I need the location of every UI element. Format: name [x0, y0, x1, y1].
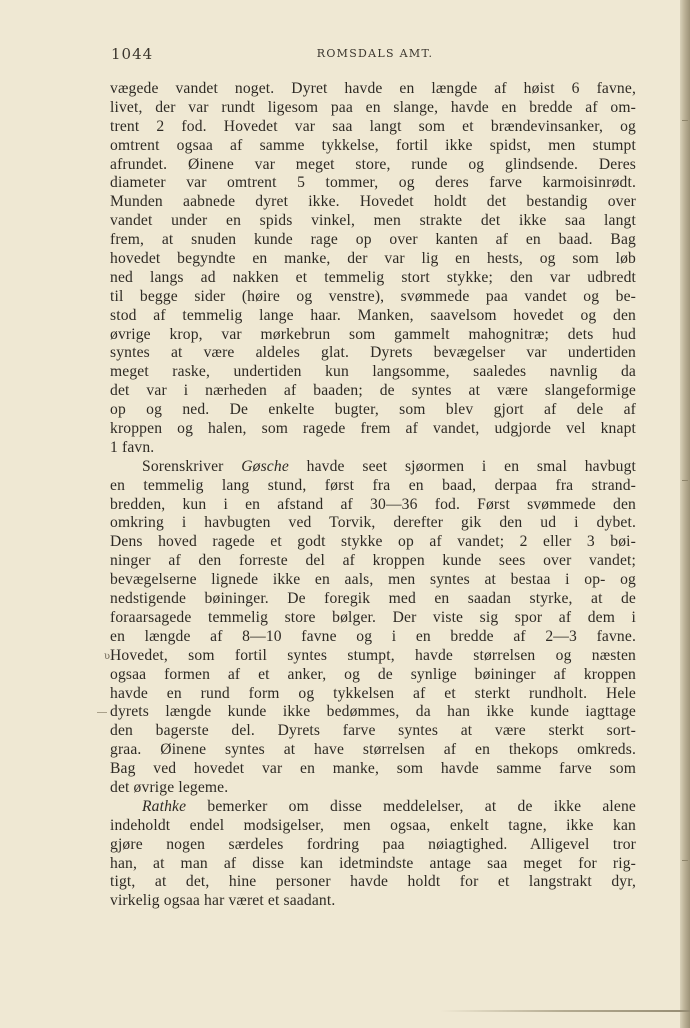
- text-line: afrundet. Øinene var meget store, runde og glindsende. Deres: [110, 155, 636, 173]
- text-line: livet, der var rundt ligesom paa en slange, havde en bredde af om-: [110, 98, 636, 116]
- text-line: ned langs ad nakken et temmelig stort stykke; den var udbredt: [110, 268, 636, 286]
- text-line: vandet under en spids vinkel, men strakte det ikke saa langt: [110, 212, 636, 230]
- text-line: en temmelig lang stund, først fra en baad, derpaa fra strand-: [110, 476, 636, 494]
- text-line: trent 2 fod. Hovedet var saa langt som et brændevinsanker, og: [110, 117, 636, 135]
- text-line: omkring i havbugten ved Torvik, derefter gik den ud i dybet.: [110, 514, 636, 532]
- page-number: 1044: [111, 45, 154, 63]
- text-line: øvrige krop, var mørkebrun som gammelt mahognitræ; dets hud: [110, 325, 636, 343]
- text-line: den bagerste del. Dyrets farve syntes at være sterkt sort-: [110, 722, 636, 740]
- text-line: stod af temmelig lange haar. Manken, saavelsom hovedet og den: [110, 306, 636, 324]
- text-line: Hovedet, som fortil syntes stumpt, havde størrelsen og næsten: [110, 646, 636, 664]
- text-line: bredden, kun i en afstand af 30—36 fod. Først svømmede den: [110, 495, 636, 513]
- text-line: meget raske, undertiden kun langsomme, saaledes navnlig da: [110, 363, 636, 381]
- bottom-page-shadow: [440, 1010, 690, 1012]
- text-line: virkelig ogsaa har været et saadant.: [110, 892, 336, 910]
- margin-dash: [97, 712, 107, 713]
- text-line: gjøre nogen særdeles fordring paa nøiagtighed. Alligevel tror: [110, 835, 636, 853]
- text-line: op og ned. De enkelte bugter, som blev gjort af dele af: [110, 401, 636, 419]
- text-line: en længde af 8—10 favne og i en bredde af 2—3 favne.: [110, 627, 636, 645]
- page-header: [111, 45, 639, 67]
- running-head: ROMSDALS AMT.: [316, 47, 434, 60]
- text-line: hovedet begyndte en manke, der var lig en hests, og som løb: [110, 250, 636, 268]
- text-line: han, at man af disse kan idetmindste antage saa meget for rig-: [110, 854, 636, 872]
- text-line: Bag ved hovedet var en manke, som havde samme farve som: [110, 760, 636, 778]
- text-line: ninger af den forreste del af kroppen kunde sees over vandet;: [110, 552, 636, 570]
- text-line: foraarsagede temmelig store bølger. Der viste sig spor af dem i: [110, 608, 636, 626]
- edge-shadow-line: [682, 120, 688, 121]
- page-edge: [680, 0, 690, 1028]
- text-line: tigt, at det, hine personer havde holdt for et langstrakt dyr,: [110, 873, 636, 891]
- italic-name: Gøsche: [241, 457, 289, 475]
- text-line: nedstigende bøininger. De foregik med en saadan styrke, at de: [110, 590, 636, 608]
- text-line: dyrets længde kunde ikke bedømmes, da han ikke kunde iagttage: [110, 703, 636, 721]
- text-line: indeholdt endel modsigelser, men ogsaa, enkelt tagne, ikke kan: [110, 816, 636, 834]
- text-line: Rathke bemerker om disse meddelelser, at de ikke alene: [142, 797, 636, 815]
- text-line: diameter var omtrent 5 tommer, og deres farve karmoisinrødt.: [110, 174, 636, 192]
- text-line: 1 favn.: [110, 438, 155, 456]
- text-line: det øvrige legeme.: [110, 778, 229, 796]
- text-line: graa. Øinene syntes at have størrelsen af en thekops omkreds.: [110, 741, 636, 759]
- text-line: Dens hoved ragede et godt stykke op af vandet; 2 eller 3 bøi-: [110, 533, 636, 551]
- edge-shadow-line: [682, 860, 688, 861]
- text-line: vægede vandet noget. Dyret havde en længde af høist 6 favne,: [110, 80, 636, 97]
- text-line: Munden aabnede dyret ikke. Hovedet holdt det bestandig over: [110, 193, 636, 211]
- margin-mark: ʋ: [104, 651, 111, 662]
- text-line: det var i nærheden af baaden; de syntes at være slangeformige: [110, 382, 636, 400]
- text-line: bevægelserne lignede ikke en aals, men syntes at bestaa i op- og: [110, 571, 636, 589]
- italic-name: Rathke: [142, 797, 187, 815]
- text-line: Sorenskriver Gøsche havde seet sjøormen i en smal havbugt: [142, 457, 636, 475]
- body-text: [110, 80, 636, 911]
- text-line: ogsaa formen af et anker, og de synlige bøininger af kroppen: [110, 665, 636, 683]
- text-line: kroppen og halen, som ragede frem af vandet, udgjorde vel knapt: [110, 420, 636, 438]
- text-line: frem, at snuden kunde rage op over kanten af en baad. Bag: [110, 231, 636, 249]
- text-line: syntes at være aldeles glat. Dyrets bevægelser var undertiden: [110, 344, 636, 362]
- text-line: havde en rund form og tykkelsen af et sterkt rundholt. Hele: [110, 684, 636, 702]
- edge-shadow-line: [682, 480, 688, 481]
- text-line: til begge sider (høire og venstre), svømmede paa vandet og be-: [110, 287, 636, 305]
- text-line: omtrent ogsaa af samme tykkelse, fortil ikke spidst, men stumpt: [110, 136, 636, 154]
